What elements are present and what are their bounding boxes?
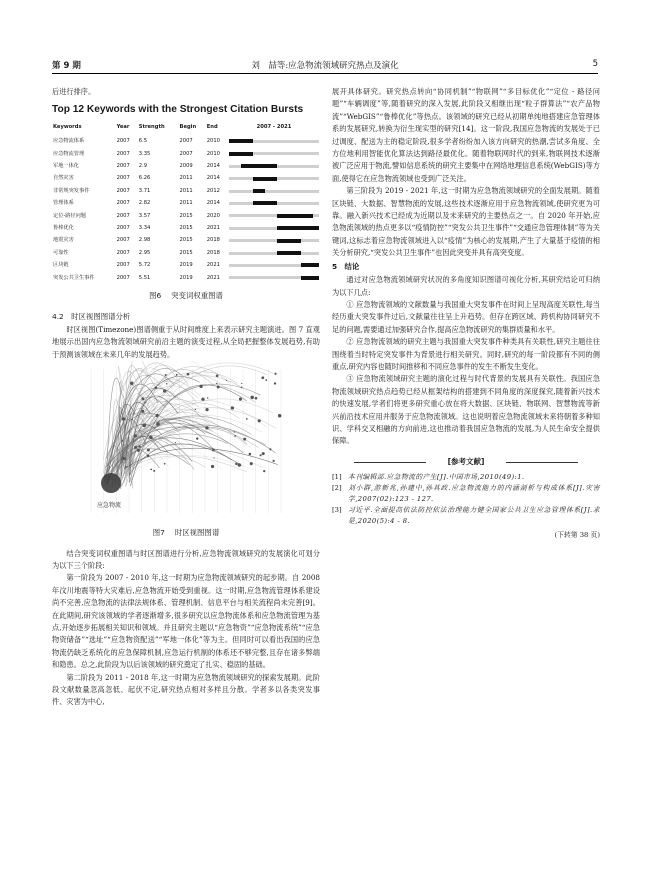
burst-timeline-track [229,202,319,205]
timezone-node [250,396,253,399]
burst-row [52,135,320,147]
burst-period-bar [277,214,313,218]
figure-6-title: 突变词权重图谱 [171,291,223,301]
paragraph: 第二阶段为 2011 - 2018 年,这一时期为应急物流领域研究的探索发展期。此阶段文献数量忽高忽低、起伏不定,研究热点相对多样且分散。学者多以各类突发事件、灾害为中心, [52,672,320,707]
timezone-node [216,375,219,378]
timezone-node [263,470,265,472]
timezone-hub-label: 应急物流 [97,502,122,510]
burst-cell-kw: 鲁棒优化 [53,225,74,232]
timezone-node [176,374,178,376]
paragraph: 展开具体研究。研究热点转向“协同机制”“物联网”“多目标优化”“定位 - 路径问题”“车辆调度”等,随着研究的深入发展,此阶段又相继出现“粒子群算法”“农产品物流”“WebGIS”“鲁棒优化”等热点。该领域的研究已经从初期单纯地搭建应急管理体系的发展研究,转换为衍生现实型的研究[14]。这一阶段,我国应急物流的发展处于已过调度、配送为主的稳定阶段,很多学者纷纷加入该方向研究的热潮,尝试多角度、全方位地利用智能优化算法达到路径最优化。随着物联网时代的到来,物联网技术逐渐被广泛应用于物流,譬如信息系统的研究主要集中在网络地理信息系统(WebGIS)等方面,使得它在应急物流领域也受到广泛关注。 [332,87,600,183]
timezone-node [250,462,253,465]
burst-row [52,272,320,284]
burst-cell-begin: 2007 [179,150,193,157]
timezone-node [156,422,160,426]
timezone-node [216,383,217,384]
timezone-node [166,383,168,385]
burst-cell-year: 2007 [116,212,130,219]
reference-list [332,472,600,527]
timezone-node [258,419,261,422]
references-heading: [参考文献] [332,456,600,468]
burst-row [52,247,320,259]
burst-row [52,222,320,234]
burst-timeline-track [229,264,319,267]
continued-note: (下转第 38 页) [554,531,600,540]
col-keywords: Keywords [53,123,82,130]
burst-cell-kw: 应急物流管理 [53,150,85,157]
burst-cell-year: 2007 [116,200,130,207]
burst-table-body [52,135,320,284]
burst-period-bar [253,177,277,181]
timezone-node [137,449,140,452]
burst-period-bar [253,201,277,205]
burst-timeline-track [229,227,319,230]
burst-timeline-track [229,252,319,255]
burst-row [52,172,320,184]
timezone-node [226,380,227,381]
burst-timeline-cell [228,272,320,284]
running-title: 刘 喆等:应急物流领域研究热点及演化 [251,61,399,71]
burst-timeline-track [229,165,319,168]
timezone-node [147,455,150,458]
timezone-node [207,397,209,399]
timezone-node [239,398,242,401]
burst-cell-strength: 3.35 [138,150,151,157]
timezone-node [199,385,202,388]
burst-period-bar [241,164,277,168]
burst-row [52,148,320,160]
burst-cell-strength: 2.98 [138,237,151,244]
burst-timeline-cell [228,197,320,209]
timezone-graph [81,361,291,521]
timezone-node [211,465,214,468]
burst-timeline-track [229,152,319,155]
burst-timeline-track [229,214,319,217]
paragraph: 第三阶段为 2019 - 2021 年,这一时期为应急物流领域研究的全面发展期。随着区块链、大数据、智慧物流的发展,这些技术逐渐应用于应急物流领域,使研究更为可靠。融入新兴技术已经成为近期以及未来研究的主要热点之一。自 2020 年开始,应急物流领域的热点更多以“疫情防控”“突发公共卫生事件”“交通应急管理体制”等为关键词,这标志着应急物流领域进入以“疫情”为核心的发展期,产生了大量基于疫情的相关分析研究,“突发公共卫生事件”也因此突变并具有高突变度。 [332,186,600,258]
burst-timeline-cell [228,148,320,160]
burst-period-bar [277,226,319,230]
burst-cell-begin: 2019 [179,274,193,281]
reference-number: [1] [332,473,342,482]
burst-timeline-cell [228,247,320,259]
timezone-node [238,463,242,467]
reference-item [332,483,600,505]
timezone-node [205,408,208,411]
burst-row [52,197,320,209]
figure-7-title: 时区视图图谱 [174,528,220,538]
timezone-node [147,449,150,452]
burst-cell-kw: 定位-路径问题 [53,212,86,219]
figure-7-number: 图7 [152,528,165,538]
burst-cell-strength: 6.26 [138,175,151,182]
timezone-node [269,448,271,450]
burst-cell-strength: 3.57 [138,212,151,219]
timezone-node [213,457,214,458]
timezone-node [159,421,160,422]
timezone-node [142,424,146,428]
timezone-node [260,454,262,456]
burst-cell-strength: 2.82 [138,200,151,207]
burst-timeline-cell [228,234,320,246]
burst-cell-year: 2007 [116,237,130,244]
paragraph: 第一阶段为 2007 - 2010 年,这一时期为应急物流领域研究的起步期。自 2008 年汶川地震等特大灾难后,应急物流开始受到重视。这一时期,应急物流管理体系建设尚不完善,应急物流的法律法规体系、管理机制、信息平台与相关流程尚未完善[9]。在此期间,研究该领域的学者逐渐增多,很多研究以应急物流体系和应急物流管理为基点,开始逐步拓展相关知识和领域。并且研究主题以“应急物资”“应急物流系统”“应急物资储备”“选址”“应急物资配送”“军地一体化”等为主。但同时可以看出我国的应急物流仍缺乏系统化的应急保障机制,应急运行机制的体系还不够完整,且存在诸多弊端和隐患。总之,此阶段为以后该领域的研究奠定了扎实、稳固的基础。 [52,573,320,670]
timezone-node [165,374,167,376]
timezone-node [241,383,242,384]
burst-timeline-track [229,190,319,193]
burst-cell-begin: 2009 [179,163,193,170]
reference-number: [2] [332,484,342,493]
burst-cell-strength: 5.72 [138,262,151,269]
burst-cell-year: 2007 [116,150,130,157]
issue-number: 第 9 期 [52,61,81,71]
timezone-node [261,376,264,379]
timezone-node [231,406,234,409]
burst-cell-end: 2021 [206,225,220,232]
burst-timeline-cell [228,172,320,184]
burst-cell-strength: 2.95 [138,249,151,256]
burst-timeline-track [229,140,319,143]
figure-7-caption [52,527,320,539]
burst-period-bar [301,263,319,267]
paragraph: 时区视图(Timezone)图谱侧重于从时间维度上来表示研究主题演进。图 7 直观地展示出国内应急物流领域研究前沿主题的演变过程,从全局把握整体发展趋势,有助于预测该领域在未来几年的发展趋势。 [52,324,320,359]
timezone-node [205,426,208,429]
burst-cell-strength: 3.34 [138,225,151,232]
burst-cell-year: 2007 [116,262,130,269]
timezone-node [196,438,198,440]
burst-cell-kw: 管理体系 [53,200,74,207]
timezone-node [131,419,133,421]
conclusion-1: ① 应急物流领域的文献数量与我国重大突发事件在时间上呈现高度关联性,每当经历重大突发事件过后,文献量往往呈上升趋势。但存在跨区域、跨机构协同研究不足的问题,需要通过加强研究合作,提高应急物流研究的集群质量和水平。 [332,299,600,334]
burst-cell-kw: 非常规突发事件 [53,187,90,194]
timezone-node [150,469,152,471]
left-column [52,86,320,709]
burst-cell-begin: 2015 [179,212,193,219]
burst-cell-kw: 地震灾害 [53,237,74,244]
timezone-node [144,402,146,404]
burst-timeline-cell [228,259,320,271]
timezone-node [274,382,276,384]
burst-cell-end: 2010 [206,150,220,157]
timezone-node [262,452,265,455]
burst-cell-year: 2007 [116,187,130,194]
col-end: End [206,123,218,130]
burst-cell-kw: 可靠性 [53,249,69,256]
burst-period-bar [277,251,301,255]
right-column [332,86,600,542]
timezone-node [155,386,158,389]
burst-cell-kw: 区块链 [53,262,69,269]
timezone-node [121,440,123,442]
reference-item [332,472,600,483]
burst-cell-begin: 2011 [179,200,193,207]
burst-row [52,160,320,172]
conclusion-2: ② 应急物流领域的研究主题与我国重大突发事件种类具有关联性,研究主题往往围绕着当时特定突发事件为背景进行相关研究。同时,研究的每一阶段都有不同的侧重点,研究内容也随时间推移和不同应急事件的发生不断发生变化。 [332,337,600,371]
burst-cell-begin: 2019 [179,262,193,269]
timezone-node [187,373,190,376]
burst-row [52,185,320,197]
col-year: Year [116,123,130,130]
burst-period-bar [229,152,253,156]
burst-cell-end: 2021 [206,274,220,281]
col-strength: Strength [138,123,165,130]
burst-cell-year: 2007 [116,249,130,256]
timezone-node [149,436,152,439]
timezone-node [273,460,275,462]
conclusion-3: ③ 应急物流领域研究主题的演化过程与时代背景的发展具有关联性。我国应急物流领域研究热点趋势已经从框架结构的搭建到不同角度的深度探究,随着新兴技术的快速发展,学者们将更多研究重心放在将大数据、区块链、物联网、智慧物流等新兴前沿技术应用并服务于应急物流领域。这也说明着应急物流领域未来将朝着多种知识、学科交叉相融的方向前进,这也推动着我国应急物流的发展,为人民生命安全提供保障。 [332,374,600,446]
figure-6 [52,104,320,302]
timezone-node [201,398,204,401]
page-number: 5 [592,59,598,69]
burst-timeline-track [229,177,319,180]
timezone-node [241,387,243,389]
burst-cell-begin: 2015 [179,225,193,232]
timezone-node [243,438,246,441]
paragraph: 结合突变词权重图谱与时区图谱进行分析,应急物流领域研究的发展演化可划分为以下三个阶段: [52,548,320,570]
section-4-2-heading: 4.2 时区视图图谱分析 [52,311,131,321]
burst-cell-year: 2007 [116,274,130,281]
timezone-link [124,448,277,469]
burst-table-title: Top 12 Keywords with the Strongest Citation Bursts [52,104,304,116]
timezone-node [175,442,176,443]
burst-period-bar [229,139,253,143]
burst-cell-end: 2014 [206,163,220,170]
burst-cell-end: 2021 [206,262,220,269]
col-timeline: 2007 - 2021 [256,123,292,130]
intro-text: 后进行排序。 [52,87,96,96]
burst-cell-strength: 6.5 [138,138,148,145]
timezone-node [138,446,140,448]
burst-cell-kw: 军地一体化 [53,163,79,170]
running-header [52,58,598,74]
reference-text: 刘小群,游新兆,孙建中,孙其政.应急物流能力的内涵剖析与构成体系[J].灾害学,2007(02):123 - 127. [348,484,600,504]
burst-cell-end: 2014 [206,175,220,182]
col-begin: Begin [179,123,197,130]
burst-row [52,234,320,246]
reference-item [332,505,600,527]
burst-period-bar [277,239,301,243]
burst-cell-end: 2020 [206,212,220,219]
timezone-hub-node [101,473,121,493]
reference-number: [3] [332,506,342,515]
figure-6-number: 图6 [149,291,162,301]
burst-cell-begin: 2015 [179,237,193,244]
timezone-node [274,373,276,375]
burst-cell-end: 2018 [206,237,220,244]
burst-cell-year: 2007 [116,138,130,145]
timezone-node [217,386,220,389]
burst-row [52,210,320,222]
burst-table [52,121,320,284]
burst-cell-begin: 2015 [179,249,193,256]
timezone-node [278,414,281,417]
burst-cell-year: 2007 [116,175,130,182]
timezone-node [130,382,133,385]
burst-timeline-cell [228,135,320,147]
burst-cell-strength: 5.51 [138,274,151,281]
reference-text: 本刊编辑部.应急物流的产生[J].中国市场,2010(49):1. [348,473,525,482]
burst-cell-strength: 3.71 [138,187,151,194]
burst-timeline-cell [228,185,320,197]
burst-row [52,259,320,271]
timezone-node [195,409,196,410]
burst-cell-end: 2018 [206,249,220,256]
timezone-node [212,449,215,452]
timezone-node [122,417,125,420]
timezone-node [163,390,166,393]
timezone-node [125,466,127,468]
timezone-node [142,398,145,401]
timezone-node [265,379,267,381]
timezone-node [164,463,166,465]
burst-cell-kw: 自然灾害 [53,175,74,182]
timezone-node [156,414,159,417]
timezone-node [141,410,144,413]
burst-cell-begin: 2007 [179,138,193,145]
burst-cell-kw: 应急物流体系 [53,138,85,145]
timezone-node [246,418,248,420]
timezone-node [234,431,235,432]
timezone-node [153,470,155,472]
burst-cell-end: 2014 [206,200,220,207]
timezone-node [249,453,252,456]
burst-cell-end: 2010 [206,138,220,145]
burst-timeline-cell [228,160,320,172]
burst-timeline-cell [228,210,320,222]
burst-timeline-track [229,239,319,242]
burst-cell-year: 2007 [116,225,130,232]
section-5-heading: 5 结论 [332,261,360,271]
timezone-node [134,446,137,449]
timezone-node [234,435,236,437]
burst-timeline-cell [228,222,320,234]
timezone-node [235,463,237,465]
burst-cell-year: 2007 [116,163,130,170]
burst-table-header [52,121,320,135]
burst-cell-begin: 2011 [179,175,193,182]
burst-period-bar [301,276,319,280]
figure-6-caption [52,290,320,302]
figure-7-timezone-map [81,361,291,521]
burst-period-bar [253,189,265,193]
paragraph: 通过对应急物流领域研究状况的多角度知识图谱可视化分析,其研究结论可归纳为以下几点: [332,275,600,297]
timezone-node [122,457,125,460]
burst-cell-begin: 2011 [179,187,193,194]
burst-cell-strength: 2.9 [138,163,148,170]
burst-cell-end: 2012 [206,187,220,194]
timezone-node [134,434,137,437]
timezone-node [255,397,258,400]
burst-timeline-track [229,276,319,279]
reference-text: 习近平.全面提高依法防控依法治理能力健全国家公共卫生应急管理体系[J].求是,2020(5):4 - 8. [348,506,600,526]
burst-cell-kw: 突发公共卫生事件 [53,274,95,281]
